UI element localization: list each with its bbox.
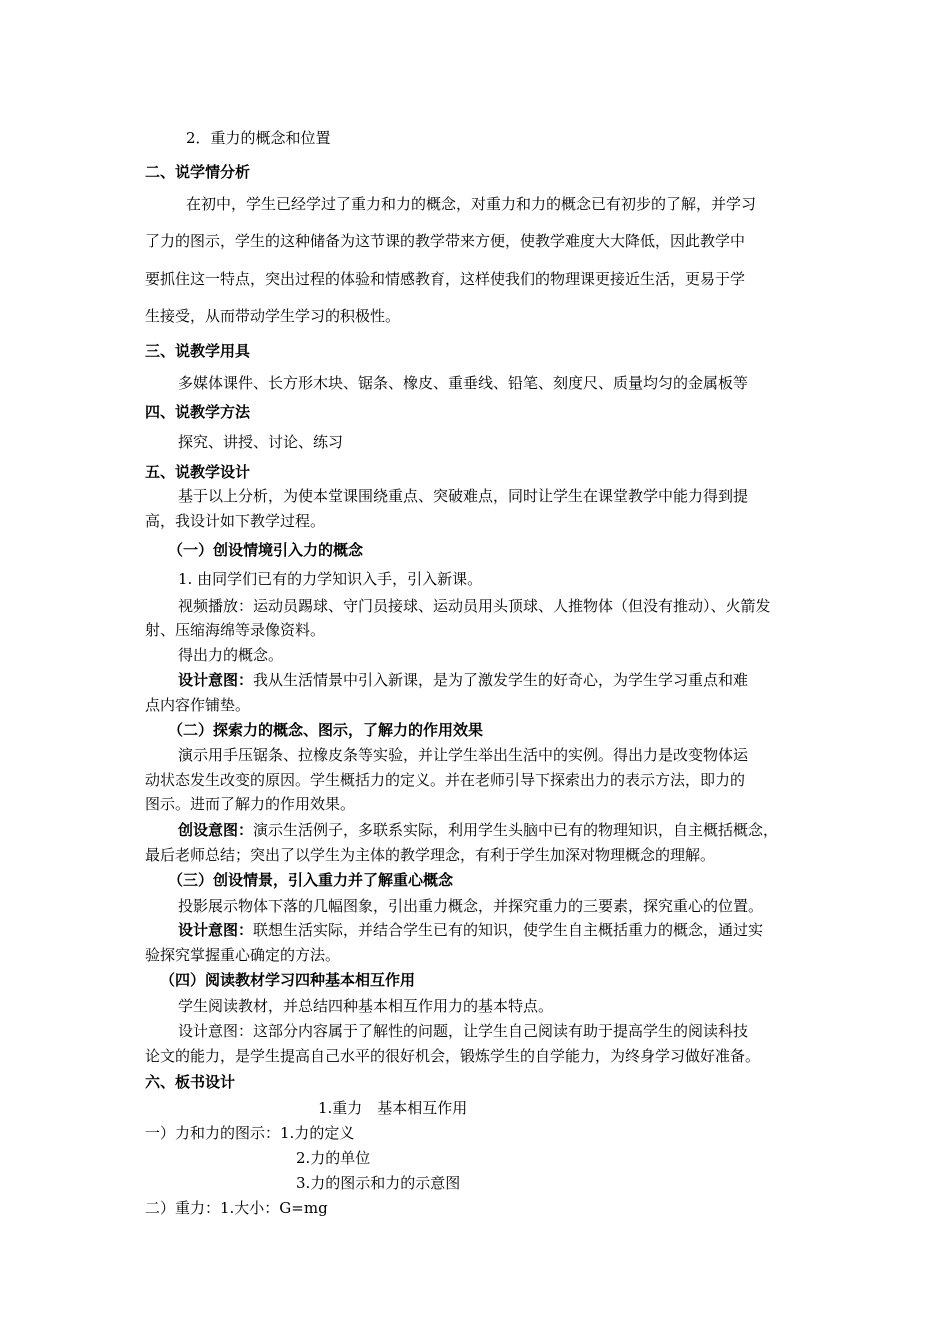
design-intent-text: 联想生活实际，并结合学生已有的知识，使学生自主概括重力的概念，通过实	[253, 921, 764, 939]
section-heading: 二、说学情分析	[145, 163, 251, 181]
board-line: 3.力的图示和力的示意图	[296, 1174, 461, 1192]
subsection-heading: （四）阅读教材学习四种基本相互作用	[160, 971, 416, 989]
paragraph-line: 动状态发生改变的原因。学生概括力的定义。并在老师引导下探索出力的表示方法，即力的	[145, 771, 746, 789]
paragraph-line: 投影展示物体下落的几幅图象，引出重力概念，并探究重力的三要素，探究重心的位置。	[178, 897, 764, 915]
paragraph-line: 演示用手压锯条、拉橡皮条等实验，并让学生举出生活中的实例。得出力是改变物体运	[178, 746, 749, 764]
paragraph-line: 在初中，学生已经学过了重力和力的概念，对重力和力的概念已有初步的了解，并学习	[186, 195, 757, 213]
paragraph-line: 最后老师总结；突出了以学生为主体的教学理念，有利于学生加深对物理概念的理解。	[145, 846, 716, 864]
design-intent-text: 演示生活例子，多联系实际，利用学生头脑中已有的物理知识，自主概括概念，	[253, 821, 779, 839]
board-line: 一）力和力的图示：1.力的定义	[145, 1124, 355, 1142]
paragraph-line: 1. 由同学们已有的力学知识入手，引入新课。	[178, 570, 483, 588]
design-intent-line	[178, 820, 778, 840]
paragraph-line: 生接受，从而带动学生学习的积极性。	[145, 307, 401, 325]
paragraph-line: 验探究掌握重心确定的方法。	[145, 946, 341, 964]
section-heading: 六、板书设计	[145, 1073, 236, 1091]
paragraph-line: 论文的能力，是学生提高自己水平的很好机会，锻炼学生的自学能力，为终身学习做好准备。	[145, 1047, 761, 1065]
paragraph-line: 了力的图示，学生的这种储备为这节课的教学带来方便，使教学难度大大降低，因此教学中	[145, 232, 746, 250]
paragraph-line: 高，我设计如下教学过程。	[145, 512, 326, 530]
paragraph-line: 射、压缩海绵等录像资料。	[145, 621, 326, 639]
paragraph-line: 基于以上分析，为使本堂课围绕重点、突破难点，同时让学生在课堂教学中能力得到提	[178, 487, 749, 505]
design-intent-label: 设计意图：	[178, 671, 254, 689]
paragraph-line: 要抓住这一特点，突出过程的体验和情感教育，这样使我们的物理课更接近生活，更易于学	[145, 270, 746, 288]
paragraph-line: 得出力的概念。	[178, 646, 284, 664]
paragraph-line: 视频播放：运动员踢球、守门员接球、运动员用头顶球、人推物体（但没有推动）、火箭发	[178, 597, 771, 615]
design-intent-line	[178, 670, 748, 690]
list-item: 2．重力的概念和位置	[186, 129, 331, 147]
section-heading: 四、说教学方法	[145, 403, 251, 421]
paragraph-line: 多媒体课件、长方形木块、锯条、橡皮、重垂线、铅笔、刻度尺、质量均匀的金属板等	[178, 374, 749, 392]
subsection-heading: （三）创设情景，引入重力并了解重心概念	[168, 871, 454, 889]
section-heading: 三、说教学用具	[145, 342, 251, 360]
paragraph-line: 设计意图：这部分内容属于了解性的问题，让学生自己阅读有助于提高学生的阅读科技	[178, 1022, 749, 1040]
design-intent-line	[178, 920, 763, 940]
section-heading: 五、说教学设计	[145, 463, 251, 481]
board-line: 二）重力：1.大小：G=mg	[145, 1199, 328, 1217]
paragraph-line: 探究、讲授、讨论、练习	[178, 433, 344, 451]
subsection-heading: （一）创设情境引入力的概念	[168, 541, 364, 559]
design-intent-text: 我从生活情景中引入新课，是为了激发学生的好奇心，为学生学习重点和难	[253, 671, 749, 689]
board-line: 2.力的单位	[296, 1149, 371, 1167]
subsection-heading: （二）探索力的概念、图示，了解力的作用效果	[168, 721, 484, 739]
design-intent-label: 创设意图：	[178, 821, 254, 839]
paragraph-line: 学生阅读教材，并总结四种基本相互作用力的基本特点。	[178, 997, 554, 1015]
paragraph-line: 点内容作铺垫。	[145, 696, 251, 714]
paragraph-line: 图示。进而了解力的作用效果。	[145, 795, 356, 813]
board-title: 1.重力 基本相互作用	[318, 1099, 468, 1117]
design-intent-label: 设计意图：	[178, 921, 254, 939]
